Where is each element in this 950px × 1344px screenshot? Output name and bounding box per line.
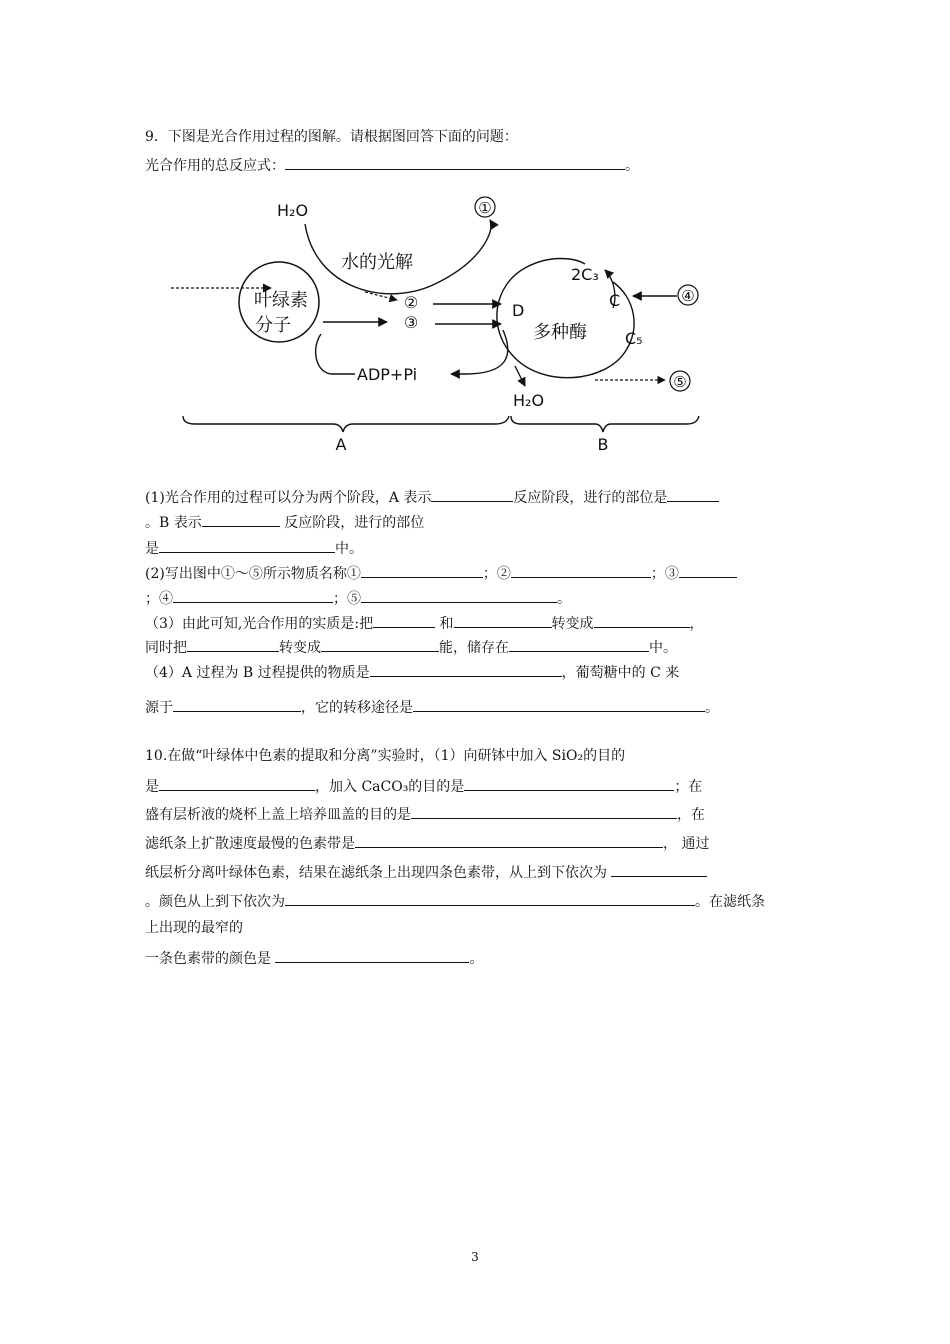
chlorophyll-label-1: 叶绿素 bbox=[254, 290, 308, 311]
narrowest-band-color-blank[interactable] bbox=[275, 947, 469, 963]
label-a: A bbox=[335, 435, 347, 454]
sio2-purpose-blank[interactable] bbox=[159, 775, 315, 791]
brace-a bbox=[183, 416, 509, 432]
q10-line4: 滤纸条上扩散速度最慢的色素带是 ， 通过 bbox=[145, 832, 709, 854]
energy-blank-2[interactable] bbox=[321, 636, 439, 652]
q9-equation-line: 光合作用的总反应式： 。 bbox=[145, 154, 639, 176]
h2o-top: H₂O bbox=[277, 201, 309, 220]
substance-1-blank[interactable] bbox=[361, 562, 483, 578]
q10-line1: 10.在做“叶绿体中色素的提取和分离”实验时，（1）向研钵中加入 SiO₂的目的 bbox=[145, 748, 626, 764]
adp-return-arc bbox=[451, 330, 508, 374]
substance-5-blank[interactable] bbox=[361, 587, 557, 603]
to-h2o-bottom-arrow bbox=[515, 366, 525, 386]
adp-to-chlorophyll-arc bbox=[316, 334, 355, 374]
q9-part4-line2: 源于 ，它的转移途径是 。 bbox=[145, 696, 719, 718]
q9-part1-line2: 。B 表示 反应阶段，进行的部位 bbox=[145, 511, 424, 533]
band-colors-blank[interactable] bbox=[285, 890, 695, 906]
photosynthesis-diagram bbox=[165, 188, 725, 460]
h2o-bottom: H₂O bbox=[513, 391, 545, 410]
substance-3-blank[interactable] bbox=[679, 562, 737, 578]
stage-a-blank[interactable] bbox=[431, 486, 513, 502]
label-b: B bbox=[597, 435, 609, 454]
q9-part4-line1: （4）A 过程为 B 过程提供的物质是 ，葡萄糖中的 C 来 bbox=[145, 661, 679, 683]
label-c: C bbox=[609, 291, 621, 310]
slowest-band-blank[interactable] bbox=[355, 832, 663, 848]
caco3-purpose-blank[interactable] bbox=[464, 775, 674, 791]
essence-blank-3[interactable] bbox=[594, 612, 690, 628]
q9-part2-line1: (2)写出图中①～⑤所示物质名称① ；② ；③ bbox=[145, 562, 737, 584]
label-2c3: 2C₃ bbox=[571, 265, 599, 284]
substance-2-blank[interactable] bbox=[511, 562, 651, 578]
label-n2: ② bbox=[403, 293, 419, 312]
q9-part2-line2: ；④ ；⑤ 。 bbox=[145, 587, 571, 609]
essence-blank-2[interactable] bbox=[454, 612, 552, 628]
q9-intro: 9．下图是光合作用过程的图解。请根据图回答下面的问题： bbox=[145, 129, 518, 145]
q10-line8: 一条色素带的颜色是 。 bbox=[145, 947, 483, 969]
q10-line5: 纸层析分离叶绿体色素，结果在滤纸条上出现四条色素带，从上到下依次为 bbox=[145, 861, 707, 883]
q9-part1-line3: 是 中。 bbox=[145, 537, 363, 559]
q10-line6: 。颜色从上到下依次为 。在滤纸条 bbox=[145, 890, 765, 912]
a-to-b-substance-blank[interactable] bbox=[370, 661, 562, 677]
label-n5: ⑤ bbox=[673, 373, 687, 391]
q9-part1-line1: (1)光合作用的过程可以分为两个阶段，A 表示 反应阶段，进行的部位是 bbox=[145, 486, 719, 508]
stage-a-site-blank[interactable] bbox=[667, 486, 719, 502]
label-n1: ① bbox=[478, 199, 492, 217]
transfer-path-blank[interactable] bbox=[413, 696, 705, 712]
substance-4-blank[interactable] bbox=[173, 587, 333, 603]
page-number: 3 bbox=[471, 1250, 479, 1264]
q9-part3-line2: 同时把 转变成 能，储存在 中。 bbox=[145, 636, 677, 658]
essence-blank-1[interactable] bbox=[373, 612, 435, 628]
carbon-source-blank[interactable] bbox=[173, 696, 301, 712]
dish-cover-purpose-blank[interactable] bbox=[411, 803, 677, 819]
brace-b bbox=[511, 416, 699, 432]
energy-blank-3[interactable] bbox=[509, 636, 649, 652]
label-n4: ④ bbox=[681, 287, 695, 305]
q10-line2: 是 ，加入 CaCO₃的目的是 ；在 bbox=[145, 775, 702, 797]
label-c5: C₅ bbox=[625, 329, 643, 348]
equation-label: 光合作用的总反应式： bbox=[145, 158, 285, 174]
label-d: D bbox=[512, 301, 525, 320]
adp-pi-label: ADP+Pi bbox=[357, 365, 418, 384]
q10-line3: 盛有层析液的烧杯上盖上培养皿盖的目的是 ，在 bbox=[145, 803, 705, 825]
q10-line7: 上出现的最窄的 bbox=[145, 920, 243, 936]
energy-blank-1[interactable] bbox=[187, 636, 279, 652]
equation-blank[interactable] bbox=[285, 154, 625, 170]
chlorophyll-label-2: 分子 bbox=[255, 315, 291, 336]
water-photolysis-label: 水的光解 bbox=[341, 252, 413, 273]
q9-part3-line1: （3）由此可知,光合作用的实质是:把 和 转变成 ， bbox=[145, 612, 704, 634]
stage-b-blank[interactable] bbox=[202, 511, 280, 527]
stage-b-site-blank[interactable] bbox=[159, 537, 335, 553]
label-n3: ③ bbox=[403, 313, 419, 332]
band-order-blank[interactable] bbox=[611, 861, 707, 877]
enzymes-label: 多种酶 bbox=[533, 322, 587, 343]
